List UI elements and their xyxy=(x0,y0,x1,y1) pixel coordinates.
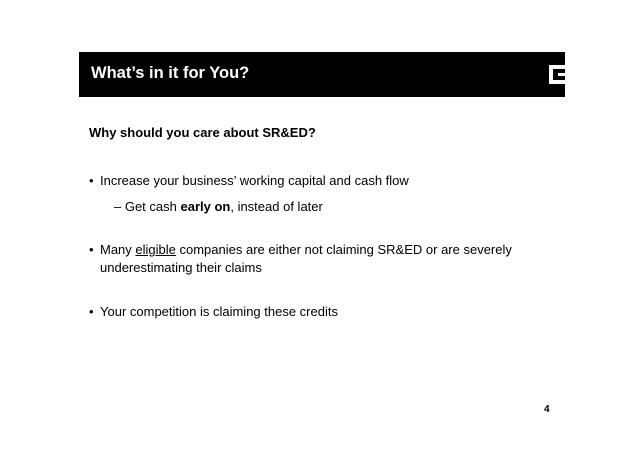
bullet-text xyxy=(100,241,512,259)
bullet-item-3 xyxy=(89,303,338,321)
bullet-dot: • xyxy=(89,173,94,188)
bullet-2-prefix: Many xyxy=(100,242,136,257)
bullet-text: Increase your business’ working capital and cash flow xyxy=(100,173,409,188)
bullet-dot: • xyxy=(89,304,94,319)
slide-subtitle: Why should you care about SR&ED? xyxy=(89,125,316,140)
page-number: 4 xyxy=(544,404,550,415)
bullet-dot: • xyxy=(89,242,94,257)
sub-bullet-prefix: – Get cash xyxy=(114,199,181,214)
sub-bullet-item xyxy=(114,199,323,214)
bullet-item-1 xyxy=(89,172,409,190)
bullet-2-suffix: companies are either not claiming SR&ED or are severely xyxy=(175,242,512,257)
title-bar xyxy=(79,52,565,97)
bullet-item-2 xyxy=(89,241,512,277)
eligible-underlined: eligible xyxy=(135,242,176,257)
sub-bullet-suffix: , instead of later xyxy=(230,199,323,214)
slide-title: What’s in it for You? xyxy=(91,64,250,82)
bullet-text: Your competition is claiming these credits xyxy=(100,304,338,319)
bullet-2-line-2: underestimating their claims xyxy=(100,260,262,275)
corner-bracket-logo-icon xyxy=(549,65,565,84)
sub-bullet-bold: early on xyxy=(180,199,231,214)
